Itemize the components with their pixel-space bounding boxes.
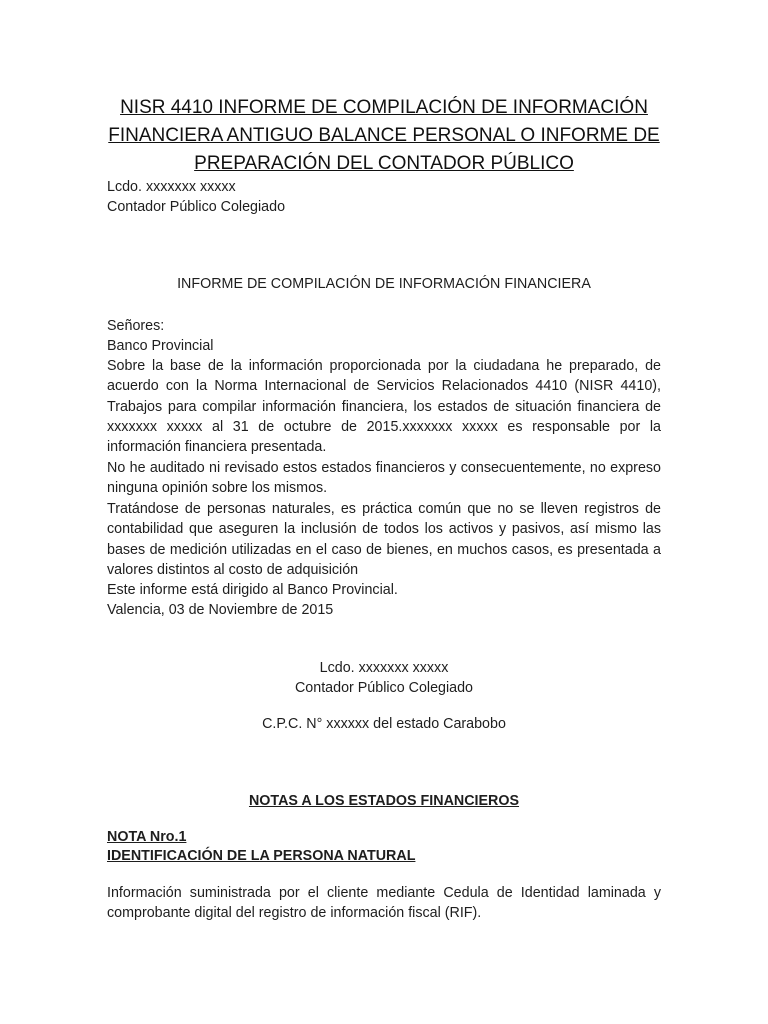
note1-title: IDENTIFICACIÓN DE LA PERSONA NATURAL (107, 848, 416, 864)
date-line: Valencia, 03 de Noviembre de 2015 (107, 602, 334, 618)
paragraph-natural-persons: Tratándose de personas naturales, es práctica común que no se lleven registros de contabilidad que aseguren la inclusión de todos los activos y pasivos, así mismo las bases de medición utilizadas en el caso de bienes, en muchos casos, es presentada a valores distintos al costo de adquisición (107, 501, 661, 578)
document-title: NISR 4410 INFORME DE COMPILACIÓN DE INFORMACIÓN FINANCIERA ANTIGUO BALANCE PERSONAL O INFORME DE PREPARACIÓN DEL CONTADOR PÚBLICO (108, 97, 660, 174)
signature-registration: C.P.C. N° xxxxxx del estado Carabobo (262, 716, 506, 732)
paragraph-addressee: Este informe está dirigido al Banco Provincial. (107, 582, 398, 598)
recipient: Banco Provincial (107, 338, 214, 354)
header-role: Contador Público Colegiado (107, 199, 286, 215)
paragraph-basis: Sobre la base de la información proporcionada por la ciudadana he preparado, de acuerdo con la Norma Internacional de Servicios Relacionados 4410 (NISR 4410), Trabajos para compilar información financiera, los estados de situación financiera de xxxxxxx xxxxx al 31 de octubre de 2015.xxxxxxx xxxxx es responsable por la información financiera presentada. (107, 358, 661, 456)
note1-text: Información suministrada por el cliente mediante Cedula de Identidad laminada y comprobante digital del registro de información fiscal (RIF). (107, 885, 661, 922)
signature-name: Lcdo. xxxxxxx xxxxx (319, 660, 449, 676)
signature-role: Contador Público Colegiado (294, 680, 474, 696)
header-name: Lcdo. xxxxxxx xxxxx (107, 179, 236, 195)
salutation: Señores: (107, 318, 165, 334)
paragraph-no-audit: No he auditado ni revisado estos estados financieros y consecuentemente, no expreso ninguna opinión sobre los mismos. (107, 460, 661, 497)
note1-label: NOTA Nro.1 (107, 829, 187, 845)
report-title: INFORME DE COMPILACIÓN DE INFORMACIÓN FINANCIERA (177, 276, 591, 292)
notes-heading: NOTAS A LOS ESTADOS FINANCIEROS (248, 793, 520, 809)
